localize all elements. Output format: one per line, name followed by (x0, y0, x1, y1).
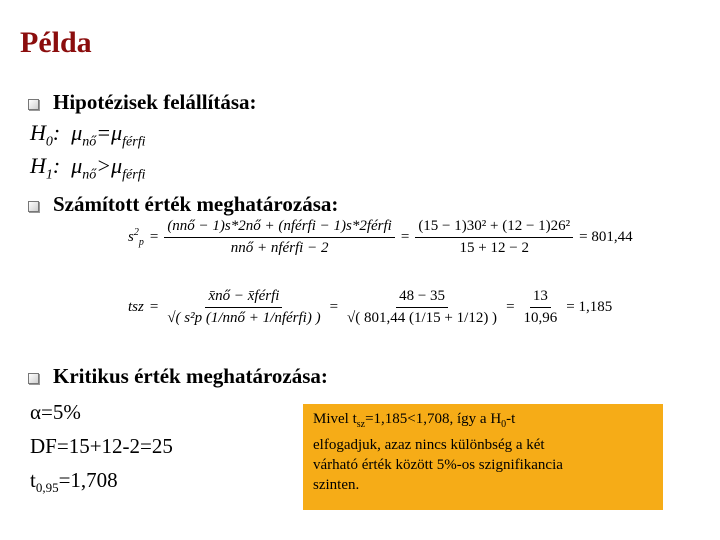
section-label: Kritikus érték meghatározása: (53, 364, 328, 388)
pooled-variance-formula: $s^2_p$ = $\frac{\text{(nnő − 1)s*2nő + (nférfi − 1)s*2férfi}}{\text{nnő + nférfi − 2}}$ = $\frac{\text{(15 − 1)30² + (12 − 1)26²}}{15 + 12 - 2}$ = 801,44 (128, 218, 633, 256)
section-label: Hipotézisek felállítása: (53, 90, 257, 114)
note-line-2: elfogadjuk, azaz nincs különbség a két (313, 437, 545, 453)
note-line-3: várható érték között 5%-os szignifikancia (313, 457, 563, 473)
alpha-text: α=5% (30, 400, 81, 424)
page-title: Példa (20, 26, 92, 59)
section-label: Számított érték meghatározása: (53, 192, 339, 216)
hypothesis-h1: $H_1$: $\mu_{nő}>\mu_{férfi}$ (30, 153, 146, 183)
bullet-icon (28, 201, 39, 212)
t-statistic-formula: tsz = $\frac{\text{x̄nő − x̄férfi}}{\text{√( s²p (1/nnő + 1/nférfi) )}}$ = $\frac{48 - 35}{√( 801,44 (1/15 + 1/12) )}$ = $\frac{13}{10,96}$ = 1,185 (128, 288, 613, 326)
df-text: DF=15+12-2=25 (30, 434, 173, 458)
bullet-item-critical (28, 364, 328, 389)
conclusion-note (303, 404, 663, 510)
bullet-item-computed (28, 192, 338, 217)
note-line-4: szinten. (313, 477, 360, 493)
bullet-item-hypotheses (28, 90, 257, 115)
hypothesis-h0: $H_0$: $\mu_{nő}=\mu_{férfi}$ (30, 120, 146, 150)
note-line-1: Mivel $t_{sz}=1,185<1,708$, így a $H_0-t$ (313, 411, 516, 430)
bullet-icon (28, 99, 39, 110)
bullet-icon (28, 373, 39, 384)
t-critical-text: $t_{0,95}=1,708$ (30, 468, 118, 496)
